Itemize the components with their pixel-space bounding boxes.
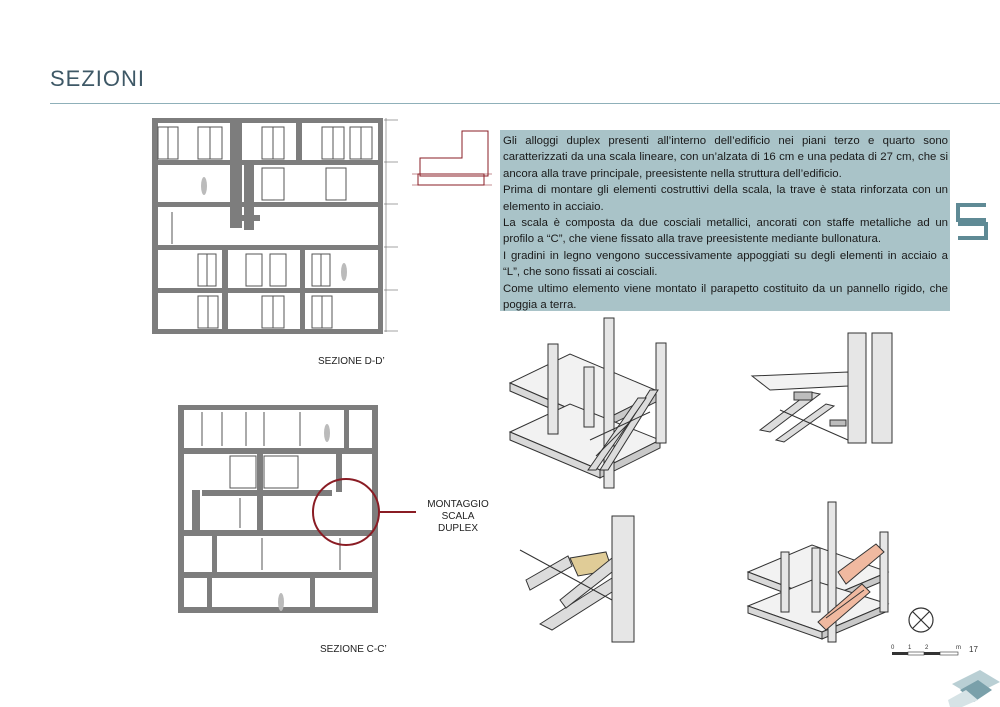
callout-line: DUPLEX xyxy=(437,523,478,534)
axonometric-view-4 xyxy=(748,502,888,642)
section-dd-caption: SEZIONE D-D’ xyxy=(318,356,385,367)
callout-line: SCALA xyxy=(441,511,475,522)
page-title: SEZIONI xyxy=(50,66,146,91)
page-number: 17 xyxy=(969,645,978,654)
description-paragraph: I gradini in legno vengono successivamente appoggiati su degli elementi in acciaio a “L”, che sono fissati ai cosciali. xyxy=(503,249,948,279)
scale-label: 2 xyxy=(925,645,929,651)
beam-detail-drawing xyxy=(412,131,492,185)
axonometric-view-1 xyxy=(510,318,666,488)
description-paragraph: Prima di montare gli elementi costruttivi della scala, la trave è stata rinforzata con un elemento in acciaio. xyxy=(503,184,948,213)
scale-label: 0 xyxy=(891,645,895,651)
north-arrow-icon xyxy=(909,608,933,632)
section-dd-drawing xyxy=(152,118,383,334)
scale-label: 1 xyxy=(908,645,912,651)
corner-logo-icon xyxy=(948,670,1000,707)
description-paragraph: Gli alloggi duplex presenti all’interno dell’edificio nei piani terzo e quarto sono caratterizzati da una scala lineare, con un’alzata di 16 cm e una pedata di 27 cm, che si ancora alla trave principale, preesistente nella struttura dell’edificio. xyxy=(503,135,948,180)
section-cc-caption: SEZIONE C-C’ xyxy=(320,644,387,655)
axonometric-view-3 xyxy=(520,516,634,642)
scale-label: m xyxy=(956,645,961,651)
axonometric-view-2 xyxy=(752,333,892,443)
side-logo-icon xyxy=(958,205,986,238)
section-cc-drawing xyxy=(178,405,378,613)
callout-line: MONTAGGIO xyxy=(427,499,489,510)
description-paragraph: Come ultimo elemento viene montato il parapetto costituito da un pannello rigido, che poggia a terra. xyxy=(503,282,948,312)
scale-bar xyxy=(892,652,958,655)
description-paragraph: La scala è composta da due cosciali metallici, ancorati con staffe metalliche ad un profilo a “C”, che viene fissato alla trave preesistente mediante bullonatura. xyxy=(503,217,948,246)
duplex-callout-label xyxy=(418,499,498,535)
